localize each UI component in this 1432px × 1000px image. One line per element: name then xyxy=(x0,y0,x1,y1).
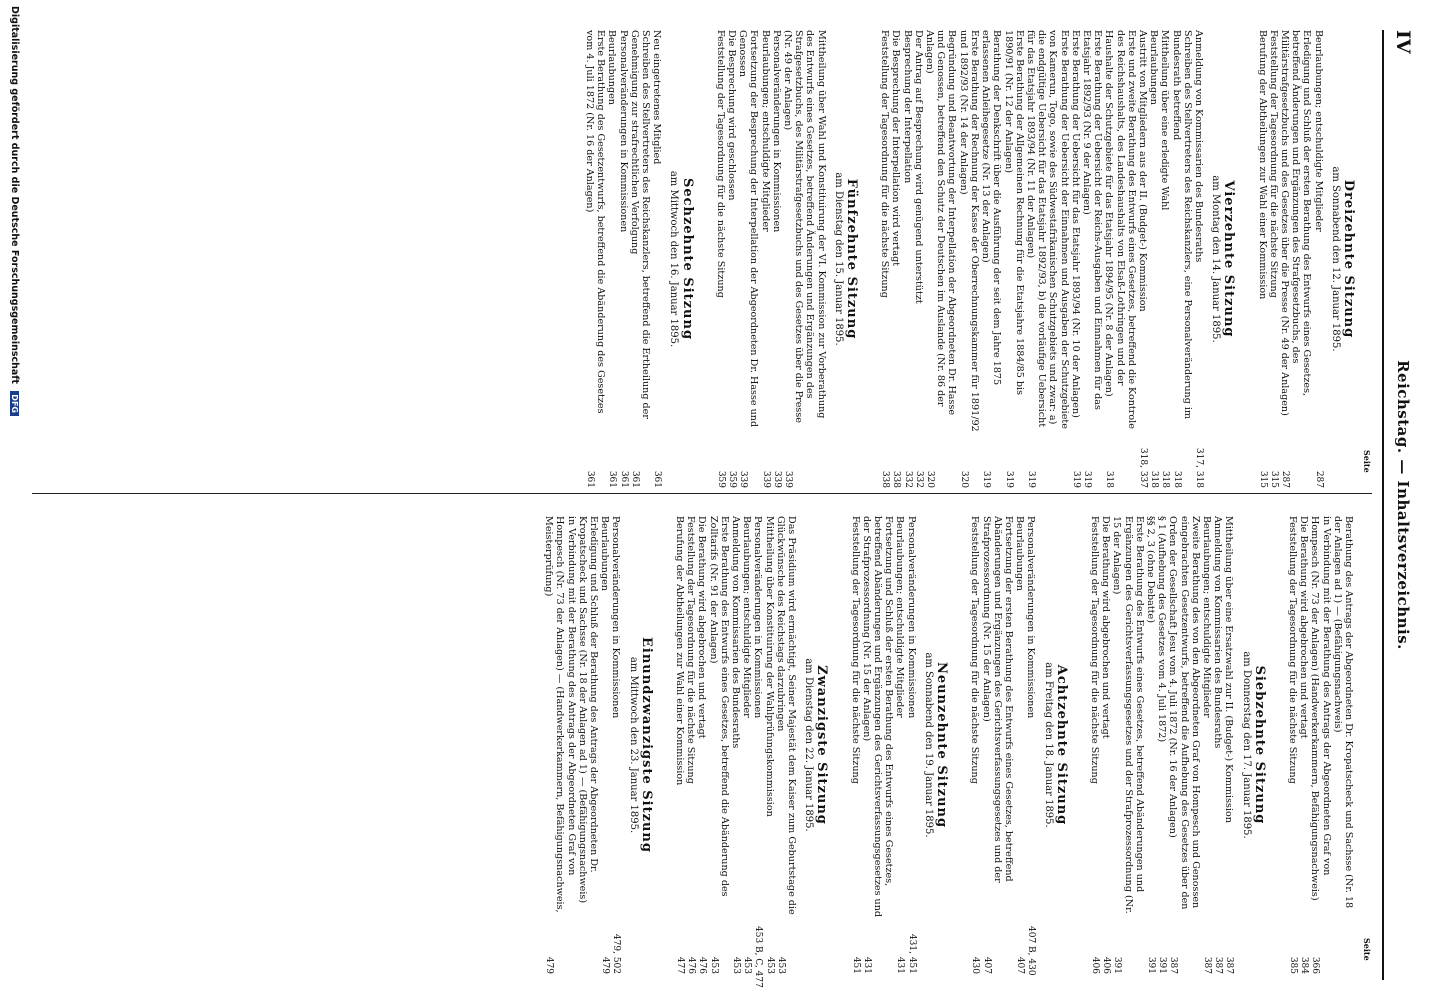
index-entry xyxy=(543,516,577,974)
entry-page: 387 xyxy=(1224,956,1235,974)
entry-text: Erste Berathung der Uebersicht der Reichs-Ausgaben und Einnahmen für das Etatsjahr 1892/93 (Nr. 9 der Anlagen) xyxy=(1080,30,1104,410)
entry-text: Feststellung der Tagesordnung für die nächste Sitzung xyxy=(969,516,981,784)
entry-page: 453 xyxy=(775,956,786,974)
entry-text: Neu eingetretenes Mitglied xyxy=(651,30,663,165)
index-entry xyxy=(737,30,759,488)
entry-page: 318, 337 xyxy=(1137,447,1148,488)
index-entry xyxy=(629,30,651,488)
sitzung-heading xyxy=(627,516,654,974)
entry-page: 315 xyxy=(1268,470,1279,488)
seite-label-left: Seite xyxy=(1362,450,1372,473)
index-entry xyxy=(1309,516,1331,974)
index-entry xyxy=(1312,30,1323,488)
entry-page: 453 xyxy=(708,956,719,974)
entry-page: 338 xyxy=(880,470,891,488)
sitzung-title: Siebzehnte Sitzung xyxy=(1251,665,1267,825)
entry-page: 391 xyxy=(1157,956,1168,974)
sitzung-date: am Sonnabend den 12. Januar 1895. xyxy=(1329,166,1341,352)
entry-text: Feststellung der Tagesordnung für die nächste Sitzung xyxy=(685,516,697,784)
index-entry xyxy=(879,30,890,488)
index-entry xyxy=(651,30,662,488)
entry-page: 406 xyxy=(1101,956,1112,974)
entry-text: Feststellung der Tagesordnung für die nächste Sitzung xyxy=(714,30,726,298)
entry-page: 318 xyxy=(1160,470,1171,488)
entry-page: 317, 318 xyxy=(1193,447,1204,488)
sitzung-date: am Dienstag den 22. Januar 1895. xyxy=(803,658,815,832)
entry-text: Die Berathung wird abgebrochen und vertagt xyxy=(1298,516,1310,739)
entry-text: Begründung und Beantwortung der Interpellation der Abgeordneten Dr. Hasse und Genossen, betreffend den Schutz der Deutschen im Auslande (Nr. 86 der Anlagen) xyxy=(924,30,958,416)
entry-page: 361 xyxy=(629,470,640,488)
entry-text: Mittheilung über eine erledigte Wahl xyxy=(1159,30,1171,211)
sitzung-heading xyxy=(1210,30,1237,488)
entry-text: Das Präsidium wird ermächtigt, Seiner Majestät dem Kaiser zum Geburtstage die Glückwünsche des Reichstags darzubringen xyxy=(774,516,798,915)
index-entry xyxy=(752,516,764,988)
entry-page: 406 xyxy=(1089,956,1100,974)
page-header xyxy=(1382,30,1420,980)
entry-text: Beurlaubungen xyxy=(1014,516,1026,591)
index-entry xyxy=(782,30,827,488)
sitzung-title: Neunzehnte Sitzung xyxy=(934,661,950,829)
entry-page: 431 xyxy=(861,956,872,974)
index-entry xyxy=(1193,30,1204,488)
entry-text: Beurlaubungen xyxy=(606,30,618,105)
entry-text: Berufung der Abtheilungen zur Wahl einer Kommission xyxy=(674,516,686,786)
entry-text: Zweite Berathung des von den Abgeordneten Graf von Hompesch und Genossen eingebrachten Gesetzentwurfs, betreffend die Aufhebung des Gesetzes über den Orden der Gesellschaft Jesu vom 4. Juli 1872 (Nr. 16 der Anlagen) xyxy=(1167,516,1201,910)
index-entry xyxy=(1089,516,1100,974)
index-entry xyxy=(1287,516,1298,974)
index-entry xyxy=(1268,30,1279,488)
entry-text: Erste Berathung des Entwurfs eines Gesetzes, betreffend die Abänderung des Zolltarifs (Nr. 91 der Anlagen) xyxy=(707,516,730,897)
index-entry xyxy=(849,516,860,974)
index-entry xyxy=(763,516,774,974)
index-entry xyxy=(685,516,696,974)
index-entry xyxy=(1111,516,1145,974)
entry-text: Beurlaubungen; entschuldigte Mitglieder xyxy=(894,516,906,718)
entry-text: Beurlaubungen xyxy=(599,516,611,591)
index-entry xyxy=(890,30,901,488)
index-entry xyxy=(771,30,782,488)
entry-page: 319 xyxy=(1081,470,1092,488)
entry-text: §§ 2, 3 (ohne Debatte) xyxy=(1144,516,1156,623)
entry-text: Beurlaubungen xyxy=(1148,30,1160,105)
entry-page: 320 xyxy=(925,470,936,488)
entry-text: Feststellung der Tagesordnung für die nächste Sitzung xyxy=(1286,516,1298,784)
entry-page: 318 xyxy=(1171,470,1182,488)
entry-page: 361 xyxy=(652,470,663,488)
entry-text: Die Berathung wird abgebrochen und vertagt xyxy=(696,516,708,739)
sitzung-date: am Dienstag den 15. Januar 1895. xyxy=(832,172,844,346)
index-entry xyxy=(1156,516,1167,974)
entry-text: Die Berathung wird abgebrochen und vertagt xyxy=(1100,516,1112,739)
index-entry xyxy=(1148,30,1159,488)
entry-text: Fortsetzung der Besprechung der Interpellation der Abgeordneten Dr. Hasse und Genossen xyxy=(737,30,760,428)
index-entry xyxy=(894,516,905,974)
index-entry xyxy=(584,30,606,488)
index-entry xyxy=(1256,30,1267,488)
entry-page: 391 xyxy=(1145,956,1156,974)
index-entry xyxy=(1159,30,1170,488)
index-entry xyxy=(1002,30,1024,488)
index-entry xyxy=(1332,516,1354,974)
index-entry xyxy=(1137,30,1148,488)
entry-page: 453 xyxy=(764,956,775,974)
index-entry xyxy=(1081,30,1103,488)
index-entry xyxy=(1167,516,1201,974)
entry-page: 453 xyxy=(731,956,742,974)
entry-text: Anmeldung von Kommissarien des Bundesraths xyxy=(730,516,742,749)
index-entry xyxy=(906,516,917,974)
index-entry xyxy=(1070,30,1081,488)
entry-text: in Verbindung mit der Berathung des Antrags der Abgeordneten Graf von Hompesch (Nr. 73 der Anlagen) — (Handwerkerkammern, Befähigungsnachweis, Meisterprüfung) xyxy=(543,516,577,913)
entry-text: in Verbindung mit der Berathung des Antrags der Abgeordneten Graf von Hompesch (Nr. 73 der Anlagen) (Handwerkerkammern, Befähigungsnachweis) xyxy=(1309,516,1332,901)
index-entry xyxy=(1025,516,1036,974)
sitzung-title: Dreizehnte Sitzung xyxy=(1341,179,1356,339)
sitzung-title: Achtzehnte Sitzung xyxy=(1053,664,1069,826)
entry-page: 476 xyxy=(697,956,708,974)
sitzung-title: Vierzehnte Sitzung xyxy=(1221,180,1237,338)
entry-text: Erste Berathung der Allgemeinen Rechnung für die Etatsjahre 1884/85 bis 1890/91 (Nr. 12 der Anlagen) xyxy=(1002,30,1025,396)
entry-page: 477 xyxy=(675,956,686,974)
entry-page: 361 xyxy=(585,470,596,488)
entry-text: Schreiben des Stellvertreters des Reichskanzlers, eine Personalveränderung im Bundesrath betreffend xyxy=(1170,30,1193,420)
entry-text: Mittheilung über eine Ersatzwahl zur II. (Budget-) Kommission xyxy=(1223,516,1235,823)
entry-text: Die Besprechung der Interpellation wird vertagt xyxy=(890,30,902,267)
left-column xyxy=(64,30,1354,488)
index-entry xyxy=(924,30,958,488)
entry-page: 319 xyxy=(1070,470,1081,488)
entry-page: 359 xyxy=(715,470,726,488)
entry-text: § 1 (Aufhebung des Gesetzes vom 4. Juli 1872) xyxy=(1156,516,1168,743)
index-entry xyxy=(1201,516,1212,974)
sitzung-title: Fünfzehnte Sitzung xyxy=(844,178,860,340)
index-entry xyxy=(901,30,912,488)
entry-page: 339 xyxy=(771,470,782,488)
entry-page: 339 xyxy=(783,470,794,488)
entry-text: Personalveränderungen in Kommissionen xyxy=(905,516,917,719)
index-entry xyxy=(1170,30,1192,488)
entry-text: Personalveränderungen in Kommissionen xyxy=(617,30,629,233)
entry-text: Schreiben des Stellvertreters des Reichskanzlers, betreffend die Ertheilung der Genehmigung zur strafrechtlichen Verfolgung xyxy=(628,30,652,419)
entry-text: Anmeldung von Kommissarien des Bundesraths xyxy=(1212,516,1224,749)
entry-page: 332 xyxy=(902,470,913,488)
entry-text: Beurlaubungen; entschuldigte Mitglieder xyxy=(741,516,753,718)
entry-page: 318 xyxy=(1104,470,1115,488)
entry-page: 430 xyxy=(970,956,981,974)
index-entry xyxy=(606,30,617,488)
right-column xyxy=(64,516,1354,988)
entry-text: Fortsetzung und Schluß der ersten Berathung des Entwurfs eines Gesetzes, betreffend Abänderungen und Ergänzungen des Gerichtsverfassungsgesetzes und der Strafprozessordnung (Nr. 15 der Anlagen) xyxy=(860,516,895,918)
entry-text: Erste Berathung des Gesetzentwurfs, betreffend die Abänderung des Gesetzes vom 4. Juli 1872 (Nr. 16 der Anlagen) xyxy=(584,30,607,414)
sitzung-heading xyxy=(922,516,950,974)
index-entry xyxy=(726,30,737,488)
entry-text: Anmeldung von Kommissarien des Bundesraths xyxy=(1192,30,1204,263)
entry-page: 387 xyxy=(1201,956,1212,974)
entry-text: Mittheilung über Wahl und Konstituirung der VI. Kommission zur Vorberathung des Entwurfs eines Gesetzes, betreffend Änderungen und Ergänzungen des Strafgesetzbuchs, des Militärstrafgesetzbuchs und des Gesetzes über die Presse (Nr. 49 der Anlagen) xyxy=(782,30,827,423)
entry-page: 361 xyxy=(618,470,629,488)
entry-page: 479 xyxy=(600,956,611,974)
index-entry xyxy=(1145,516,1156,974)
entry-page: 319 xyxy=(1003,470,1014,488)
entry-page: 407 B, 430 xyxy=(1026,926,1037,976)
index-entry xyxy=(861,516,895,974)
index-entry xyxy=(958,30,980,488)
index-entry xyxy=(617,30,628,488)
page-number: IV xyxy=(1392,30,1414,54)
entry-text: Berufung der Abtheilungen zur Wahl einer Kommission xyxy=(1256,30,1268,300)
entry-page: 318 xyxy=(1149,470,1160,488)
entry-page: 320 xyxy=(958,470,969,488)
entry-text: Besprechung der Interpellation xyxy=(901,30,913,184)
entry-text: Erste Berathung der Rechnung der Kasse der Oberrechnungskammer für 1891/92 und 1892/93 (Nr. 14 der Anlagen) xyxy=(957,30,980,432)
entry-text: Personalveränderungen in Kommissionen xyxy=(752,516,764,719)
entry-text: Beurlaubungen; entschuldigte Mitglieder xyxy=(759,30,771,232)
entry-page: 385 xyxy=(1287,956,1298,974)
entry-text: Berathung der Denkschrift über die Ausführung der seit dem Jahre 1875 erlassenen Anleihegesetze (Nr. 13 der Anlagen) xyxy=(980,30,1003,386)
entry-page: 431, 451 xyxy=(906,933,917,974)
entry-page: 384 xyxy=(1299,956,1310,974)
entry-page: 453 xyxy=(742,956,753,974)
entry-text: Personalveränderungen in Kommissionen xyxy=(770,30,782,233)
entry-page: 339 xyxy=(738,470,749,488)
index-entry xyxy=(577,516,599,974)
entry-text: Personalveränderungen in Kommissionen xyxy=(1025,516,1037,719)
sitzung-title: Sechzehnte Sitzung xyxy=(679,177,695,341)
sitzung-date: am Freitag den 18. Januar 1895. xyxy=(1042,662,1054,828)
entry-page: 361 xyxy=(607,470,618,488)
sitzung-title: Einundzwanzigste Sitzung xyxy=(638,637,654,853)
entry-page: 339 xyxy=(760,470,771,488)
entry-text: Erledigung und Schluß der ersten Berathung des Entwurfs eines Gesetzes, betreffend Änderungen und Ergänzungen des Strafgesetzbuchs, des Militärstrafgesetzbuchs und des Gesetzes über die Presse (Nr. 49 der Anlagen) xyxy=(1278,30,1313,416)
seite-label-right: Seite xyxy=(1362,938,1372,961)
index-entry xyxy=(1223,516,1234,974)
entry-page: 479 xyxy=(544,956,555,974)
entry-page: 338 xyxy=(891,470,902,488)
index-entry xyxy=(969,516,980,974)
sitzung-date: am Montag den 14. Januar 1895. xyxy=(1210,175,1222,343)
footer-text: Digitalisierung gefördert durch die Deutsche Forschungsgemeinschaft xyxy=(9,6,20,384)
index-entry xyxy=(1014,516,1025,974)
sitzung-heading xyxy=(1240,516,1267,974)
index-entry xyxy=(1212,516,1223,974)
index-entry xyxy=(674,516,685,974)
entry-page: 387 xyxy=(1213,956,1224,974)
entry-text: Personalveränderungen in Kommissionen xyxy=(610,516,622,719)
entry-page: 387 xyxy=(1168,956,1179,974)
sitzung-date: am Sonnabend den 19. Januar 1895. xyxy=(922,652,934,838)
index-entry xyxy=(980,30,1002,488)
index-entry xyxy=(599,516,610,974)
entry-text: Feststellung der Tagesordnung für die nächste Sitzung xyxy=(849,516,861,784)
entry-text: Feststellung der Tagesordnung für die nächste Sitzung xyxy=(1088,516,1100,784)
entry-page: 453 B, C, 477 xyxy=(753,926,764,988)
entry-page: 407 xyxy=(1015,956,1026,974)
index-entry xyxy=(913,30,924,488)
entry-text: Erste Berathung der Uebersicht für das Etatsjahr 1893/94 (Nr. 10 der Anlagen) xyxy=(1069,30,1081,418)
page-title: Reichstag. — Inhaltsverzeichnis. xyxy=(1394,360,1412,650)
index-entry xyxy=(715,30,726,488)
entry-text: Beurlaubungen; entschuldigte Mitglieder xyxy=(1200,516,1212,718)
entry-page: 359 xyxy=(727,470,738,488)
column-divider xyxy=(32,493,1372,494)
footer xyxy=(9,6,20,416)
dfg-logo: DFG xyxy=(10,391,19,416)
entry-text: Feststellung der Tagesordnung für die nächste Sitzung xyxy=(879,30,891,298)
entry-text: Der Antrag auf Besprechung wird genügend unterstützt xyxy=(912,30,924,304)
index-entry xyxy=(775,516,797,974)
entry-text: Erledigung und Schluß der Berathung des Antrags der Abgeordneten Dr. Kropatscheck und Sachsse (Nr. 18 der Anlagen ad 1) — (Befähigungsnachweis) xyxy=(576,516,600,904)
entry-page: 287 xyxy=(1313,470,1324,488)
entry-page: 315 xyxy=(1257,470,1268,488)
index-entry xyxy=(759,30,770,488)
sitzung-title: Zwanzigste Sitzung xyxy=(814,665,830,825)
entry-text: Austritt von Mitgliedern aus der II. (Budget-) Kommission xyxy=(1136,30,1148,312)
index-entry xyxy=(1025,30,1070,488)
entry-text: Berathung des Antrags der Abgeordneten Dr. Kropatscheck und Sachsse (Nr. 18 der Anlagen ad 1) — (Befähigungsnachweis) xyxy=(1331,516,1354,909)
sitzung-heading xyxy=(832,30,860,488)
entry-page: 476 xyxy=(686,956,697,974)
entry-text: Erste und zweite Berathung des Entwurfs eines Gesetzes, betreffend die Kontrole des Reichshaushalts, des Landeshaushalts von Elsaß-Lothringen und der Haushalte der Schutzgebiete für das Etatsjahr 1894/95 (Nr. 8 der Anlagen) xyxy=(1103,30,1137,429)
entry-text: Beurlaubungen; entschuldigte Mitglieder xyxy=(1312,30,1324,232)
sitzung-date: am Mittwoch den 23. Januar 1895. xyxy=(627,656,639,834)
sitzung-heading xyxy=(1330,30,1354,488)
index-entry xyxy=(1103,30,1137,488)
index-entry xyxy=(730,516,741,974)
index-entry xyxy=(707,516,729,974)
index-entry xyxy=(1279,30,1313,488)
index-entry xyxy=(980,516,1014,974)
entry-text: Die Besprechung wird geschlossen xyxy=(726,30,738,201)
index-entry xyxy=(1298,516,1309,974)
entry-page: 287 xyxy=(1279,470,1290,488)
entry-text: Erste Berathung des Entwurfs eines Gesetzes, betreffend Abänderungen und Ergänzungen des Gerichtsverfassungsgesetzes und der Strafprozessordnung (Nr. 15 der Anlagen) xyxy=(1111,516,1145,914)
index-entry xyxy=(696,516,707,974)
entry-text: Fortsetzung der ersten Berathung des Entwurfs eines Gesetzes, betreffend Abänderungen und Ergänzungen des Gerichtsverfassungsgesetzes und der Strafprozessordnung (Nr. 15 der Anlagen) xyxy=(980,516,1014,883)
entry-text: Mittheilung über Konstituirung der Wahlprüfungskommission xyxy=(763,516,775,817)
entry-page: 391 xyxy=(1112,956,1123,974)
entry-page: 407 xyxy=(981,956,992,974)
sitzung-date: am Donnerstag den 17. Januar 1895. xyxy=(1240,651,1252,839)
index-entry xyxy=(1100,516,1111,974)
entry-page: 319 xyxy=(981,470,992,488)
index-entry xyxy=(610,516,621,974)
index-entry xyxy=(741,516,752,974)
sitzung-heading xyxy=(1042,516,1069,974)
entry-page: 431 xyxy=(895,956,906,974)
entry-page: 332 xyxy=(913,470,924,488)
entry-text: Feststellung der Tagesordnung für die nächste Sitzung xyxy=(1267,30,1279,298)
sitzung-heading xyxy=(803,516,830,974)
sitzung-heading xyxy=(668,30,695,488)
entry-page: 319 xyxy=(1025,470,1036,488)
entry-page: 479, 502 xyxy=(611,933,622,974)
sitzung-date: am Mittwoch den 16. Januar 1895. xyxy=(668,170,680,348)
entry-page: 366 xyxy=(1310,956,1321,974)
entry-page: 451 xyxy=(850,956,861,974)
entry-text: Erste Berathung der Uebersicht der Einnahmen und Ausgaben der Schutzgebiete von Kamerun, Togo, sowie des Südwestafrikanischen Schutzgebiets und zwar: a) die endgültige Uebersicht für das Etatsjahr 1892/93, b) die vorläufige Uebersicht für das Etatsjahr 1893/94 (Nr. 11 der Anlagen) xyxy=(1024,30,1070,429)
